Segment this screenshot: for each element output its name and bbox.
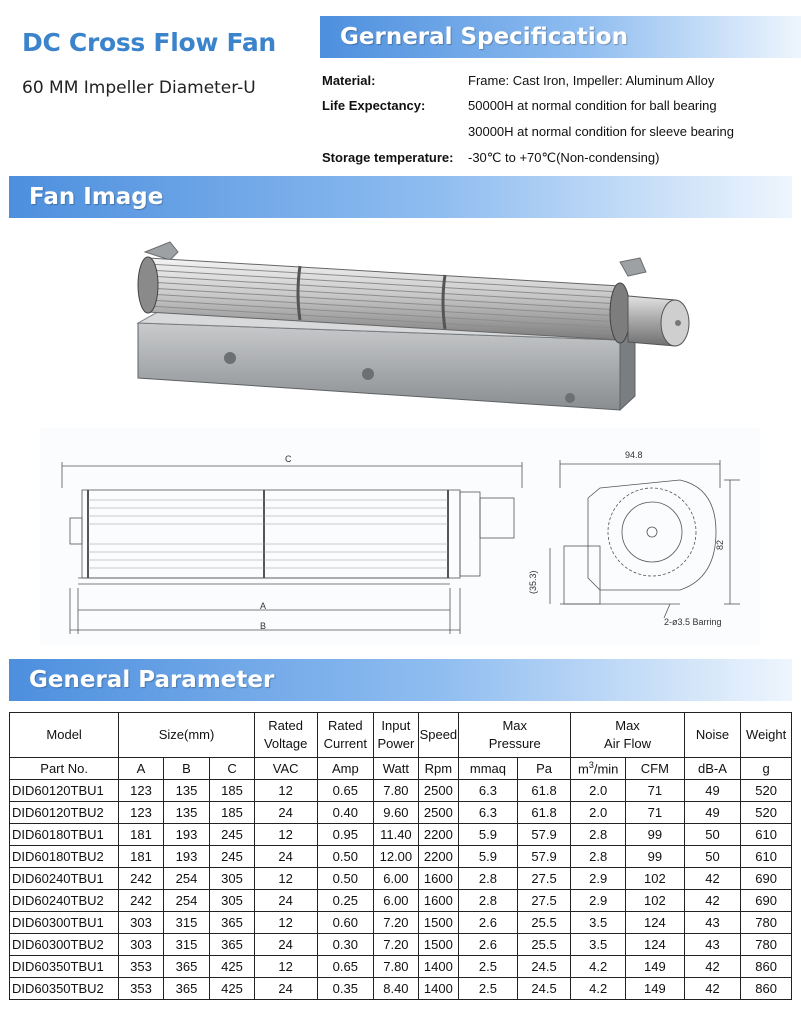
table-row — [10, 802, 792, 824]
table-row — [10, 824, 792, 846]
cell-pressure-mmaq: 5.9 — [459, 846, 518, 868]
spec-value-material: Frame: Cast Iron, Impeller: Aluminum Alloy — [468, 73, 715, 88]
cell-pressure-mmaq: 6.3 — [459, 780, 518, 802]
dim-height-label: 82 — [715, 539, 725, 550]
cell-voltage: 12 — [254, 824, 317, 846]
cell-speed: 1500 — [418, 912, 458, 934]
table-unit-row — [10, 758, 792, 780]
cell-voltage: 24 — [254, 846, 317, 868]
cell-pressure-pa: 61.8 — [517, 780, 571, 802]
header-rated-current-l2: Current — [323, 736, 367, 751]
cell-airflow-cfm: 71 — [626, 780, 685, 802]
cell-current: 0.60 — [317, 912, 374, 934]
spec-value-life-sleeve: 30000H at normal condition for sleeve bearing — [468, 124, 734, 139]
unit-a: A — [119, 758, 164, 780]
cell-size-b: 315 — [163, 934, 210, 956]
header-max-airflow — [571, 713, 684, 758]
cell-speed: 1400 — [418, 956, 458, 978]
unit-vac: VAC — [254, 758, 317, 780]
cell-size-b: 365 — [163, 956, 210, 978]
cell-power: 11.40 — [374, 824, 419, 846]
table-row — [10, 780, 792, 802]
cell-weight: 690 — [741, 868, 792, 890]
cell-size-c: 305 — [210, 890, 255, 912]
cell-size-a: 353 — [119, 978, 164, 1000]
cell-size-b: 365 — [163, 978, 210, 1000]
cell-current: 0.25 — [317, 890, 374, 912]
cell-noise: 43 — [684, 912, 741, 934]
spec-label-storage: Storage temperature: — [322, 150, 454, 165]
cell-airflow-cfm: 99 — [626, 824, 685, 846]
cell-voltage: 24 — [254, 890, 317, 912]
cell-airflow-m3min: 2.0 — [571, 802, 626, 824]
cell-current: 0.65 — [317, 780, 374, 802]
table-row — [10, 912, 792, 934]
header-rated-voltage-l1: Rated — [268, 718, 303, 733]
cell-pressure-mmaq: 2.8 — [459, 868, 518, 890]
dim-width-label: 94.8 — [625, 450, 643, 460]
header-weight: Weight — [741, 713, 792, 758]
cell-pressure-pa: 25.5 — [517, 934, 571, 956]
cell-airflow-m3min: 2.9 — [571, 890, 626, 912]
unit-m3-sup: 3 — [588, 760, 594, 771]
cell-speed: 2500 — [418, 802, 458, 824]
page-subtitle: 60 MM Impeller Diameter-U — [22, 78, 256, 98]
cell-noise: 50 — [684, 846, 741, 868]
cell-speed: 1500 — [418, 934, 458, 956]
cell-airflow-cfm: 99 — [626, 846, 685, 868]
cell-part-no: DID60300TBU2 — [10, 934, 119, 956]
cell-size-b: 193 — [163, 824, 210, 846]
unit-watt: Watt — [374, 758, 419, 780]
cell-size-a: 303 — [119, 912, 164, 934]
cell-power: 8.40 — [374, 978, 419, 1000]
unit-m3-base: m — [577, 761, 589, 777]
cell-pressure-mmaq: 2.5 — [459, 956, 518, 978]
table-row — [10, 934, 792, 956]
cell-size-a: 303 — [119, 934, 164, 956]
cell-size-c: 365 — [210, 934, 255, 956]
cell-speed: 2200 — [418, 824, 458, 846]
cell-power: 7.80 — [374, 780, 419, 802]
cell-size-b: 254 — [163, 890, 210, 912]
cell-speed: 1600 — [418, 868, 458, 890]
cell-size-b: 135 — [163, 802, 210, 824]
cell-part-no: DID60350TBU2 — [10, 978, 119, 1000]
cell-current: 0.40 — [317, 802, 374, 824]
cell-noise: 43 — [684, 934, 741, 956]
header-max-pressure — [459, 713, 571, 758]
dimension-drawing — [40, 428, 760, 646]
cell-power: 7.80 — [374, 956, 419, 978]
cell-airflow-m3min: 2.8 — [571, 846, 626, 868]
header-rated-voltage-l2: Voltage — [263, 736, 308, 751]
cell-current: 0.50 — [317, 868, 374, 890]
unit-rpm: Rpm — [418, 758, 458, 780]
unit-amp: Amp — [317, 758, 374, 780]
fan-image-banner — [9, 176, 792, 218]
cell-power: 6.00 — [374, 890, 419, 912]
cell-size-c: 425 — [210, 978, 255, 1000]
table-row — [10, 956, 792, 978]
dim-a-label: A — [260, 601, 267, 611]
cell-weight: 520 — [741, 780, 792, 802]
cell-weight: 860 — [741, 978, 792, 1000]
cell-size-b: 135 — [163, 780, 210, 802]
cell-part-no: DID60240TBU2 — [10, 890, 119, 912]
cell-part-no: DID60120TBU1 — [10, 780, 119, 802]
params-heading: General Parameter — [29, 667, 275, 693]
cell-pressure-mmaq: 6.3 — [459, 802, 518, 824]
table-row — [10, 846, 792, 868]
cell-power: 7.20 — [374, 912, 419, 934]
header-max-airflow-l1: Max — [615, 718, 640, 733]
dim-c-label: C — [285, 454, 292, 464]
fan-photo — [100, 228, 700, 428]
cell-speed: 2500 — [418, 780, 458, 802]
cell-voltage: 12 — [254, 868, 317, 890]
unit-m3-tail: /min — [593, 761, 619, 777]
cell-size-a: 123 — [119, 802, 164, 824]
cell-size-c: 245 — [210, 824, 255, 846]
unit-pa: Pa — [517, 758, 571, 780]
cell-power: 9.60 — [374, 802, 419, 824]
cell-weight: 780 — [741, 912, 792, 934]
cell-pressure-pa: 57.9 — [517, 846, 571, 868]
cell-size-a: 353 — [119, 956, 164, 978]
cell-size-a: 242 — [119, 890, 164, 912]
cell-current: 0.35 — [317, 978, 374, 1000]
cell-airflow-cfm: 102 — [626, 868, 685, 890]
unit-mmaq: mmaq — [459, 758, 518, 780]
cell-weight: 860 — [741, 956, 792, 978]
unit-m3min — [571, 758, 626, 780]
header-max-airflow-l2: Air Flow — [604, 736, 651, 751]
cell-size-a: 181 — [119, 824, 164, 846]
cell-current: 0.65 — [317, 956, 374, 978]
header-input-power — [374, 713, 419, 758]
cell-size-c: 425 — [210, 956, 255, 978]
header-model: Model — [10, 713, 119, 758]
header-size: Size(mm) — [119, 713, 255, 758]
cell-voltage: 24 — [254, 802, 317, 824]
cell-pressure-pa: 24.5 — [517, 978, 571, 1000]
cell-pressure-mmaq: 2.6 — [459, 912, 518, 934]
cell-size-c: 365 — [210, 912, 255, 934]
cell-pressure-mmaq: 2.6 — [459, 934, 518, 956]
cell-size-c: 245 — [210, 846, 255, 868]
header-max-pressure-l2: Pressure — [488, 736, 541, 751]
cell-current: 0.50 — [317, 846, 374, 868]
cell-current: 0.95 — [317, 824, 374, 846]
cell-weight: 610 — [741, 824, 792, 846]
cell-part-no: DID60180TBU2 — [10, 846, 119, 868]
bearing-note: 2-ø3.5 Barring — [664, 617, 722, 627]
cell-noise: 42 — [684, 956, 741, 978]
unit-dba: dB-A — [684, 758, 741, 780]
table-header-row — [10, 713, 792, 758]
cell-size-b: 254 — [163, 868, 210, 890]
fan-image-heading: Fan Image — [29, 184, 164, 210]
cell-voltage: 12 — [254, 780, 317, 802]
parameter-table — [9, 712, 792, 1000]
cell-speed: 2200 — [418, 846, 458, 868]
cell-speed: 1400 — [418, 978, 458, 1000]
table-row — [10, 868, 792, 890]
spec-value-life-ball: 50000H at normal condition for ball bearing — [468, 98, 717, 113]
cell-airflow-cfm: 149 — [626, 978, 685, 1000]
cell-noise: 50 — [684, 824, 741, 846]
unit-cfm: CFM — [626, 758, 685, 780]
unit-part-no: Part No. — [10, 758, 119, 780]
header-noise: Noise — [684, 713, 741, 758]
cell-pressure-pa: 27.5 — [517, 868, 571, 890]
cell-voltage: 24 — [254, 978, 317, 1000]
cell-pressure-pa: 27.5 — [517, 890, 571, 912]
cell-part-no: DID60180TBU1 — [10, 824, 119, 846]
cell-airflow-cfm: 124 — [626, 912, 685, 934]
cell-power: 12.00 — [374, 846, 419, 868]
table-row — [10, 978, 792, 1000]
cell-pressure-mmaq: 2.8 — [459, 890, 518, 912]
cell-noise: 49 — [684, 802, 741, 824]
cell-pressure-pa: 61.8 — [517, 802, 571, 824]
cell-voltage: 12 — [254, 956, 317, 978]
cell-noise: 42 — [684, 868, 741, 890]
cell-current: 0.30 — [317, 934, 374, 956]
dim-b-label: B — [260, 621, 267, 631]
cell-size-c: 185 — [210, 802, 255, 824]
cell-pressure-mmaq: 5.9 — [459, 824, 518, 846]
cell-size-c: 185 — [210, 780, 255, 802]
header-rated-current-l1: Rated — [327, 718, 363, 733]
cell-airflow-m3min: 2.9 — [571, 868, 626, 890]
cell-part-no: DID60120TBU2 — [10, 802, 119, 824]
cell-size-b: 193 — [163, 846, 210, 868]
cell-airflow-cfm: 102 — [626, 890, 685, 912]
cell-size-a: 181 — [119, 846, 164, 868]
params-banner — [9, 659, 792, 701]
unit-b: B — [163, 758, 210, 780]
cell-size-a: 242 — [119, 868, 164, 890]
header-input-power-l2: Power — [377, 736, 415, 751]
header-input-power-l1: Input — [381, 718, 411, 733]
dim-offset-label: (35.3) — [528, 570, 538, 594]
cell-part-no: DID60300TBU1 — [10, 912, 119, 934]
cell-power: 6.00 — [374, 868, 419, 890]
unit-g: g — [741, 758, 792, 780]
page-title: DC Cross Flow Fan — [22, 28, 276, 57]
spec-label-life: Life Expectancy: — [322, 98, 426, 113]
cell-airflow-m3min: 4.2 — [571, 956, 626, 978]
cell-size-b: 315 — [163, 912, 210, 934]
spec-label-material: Material: — [322, 73, 376, 88]
cell-voltage: 24 — [254, 934, 317, 956]
cell-weight: 520 — [741, 802, 792, 824]
cell-airflow-cfm: 124 — [626, 934, 685, 956]
header-speed: Speed — [418, 713, 458, 758]
cell-airflow-m3min: 3.5 — [571, 934, 626, 956]
cell-airflow-cfm: 149 — [626, 956, 685, 978]
cell-noise: 42 — [684, 978, 741, 1000]
cell-airflow-m3min: 2.8 — [571, 824, 626, 846]
cell-speed: 1600 — [418, 890, 458, 912]
table-body — [10, 780, 792, 1000]
cell-noise: 42 — [684, 890, 741, 912]
cell-weight: 610 — [741, 846, 792, 868]
cell-pressure-pa: 57.9 — [517, 824, 571, 846]
spec-value-storage: -30℃ to +70℃(Non-condensing) — [468, 150, 660, 165]
cell-weight: 690 — [741, 890, 792, 912]
spec-banner — [320, 16, 801, 58]
header-rated-current — [317, 713, 374, 758]
cell-pressure-mmaq: 2.5 — [459, 978, 518, 1000]
cell-airflow-cfm: 71 — [626, 802, 685, 824]
spec-heading: Gerneral Specification — [340, 24, 628, 50]
cell-size-c: 305 — [210, 868, 255, 890]
unit-c: C — [210, 758, 255, 780]
cell-power: 7.20 — [374, 934, 419, 956]
header-max-pressure-l1: Max — [502, 718, 528, 733]
header-rated-voltage — [254, 713, 317, 758]
table-row — [10, 890, 792, 912]
cell-voltage: 12 — [254, 912, 317, 934]
cell-part-no: DID60350TBU1 — [10, 956, 119, 978]
cell-noise: 49 — [684, 780, 741, 802]
cell-pressure-pa: 25.5 — [517, 912, 571, 934]
cell-pressure-pa: 24.5 — [517, 956, 571, 978]
cell-weight: 780 — [741, 934, 792, 956]
cell-airflow-m3min: 3.5 — [571, 912, 626, 934]
cell-airflow-m3min: 4.2 — [571, 978, 626, 1000]
cell-airflow-m3min: 2.0 — [571, 780, 626, 802]
cell-size-a: 123 — [119, 780, 164, 802]
cell-part-no: DID60240TBU1 — [10, 868, 119, 890]
